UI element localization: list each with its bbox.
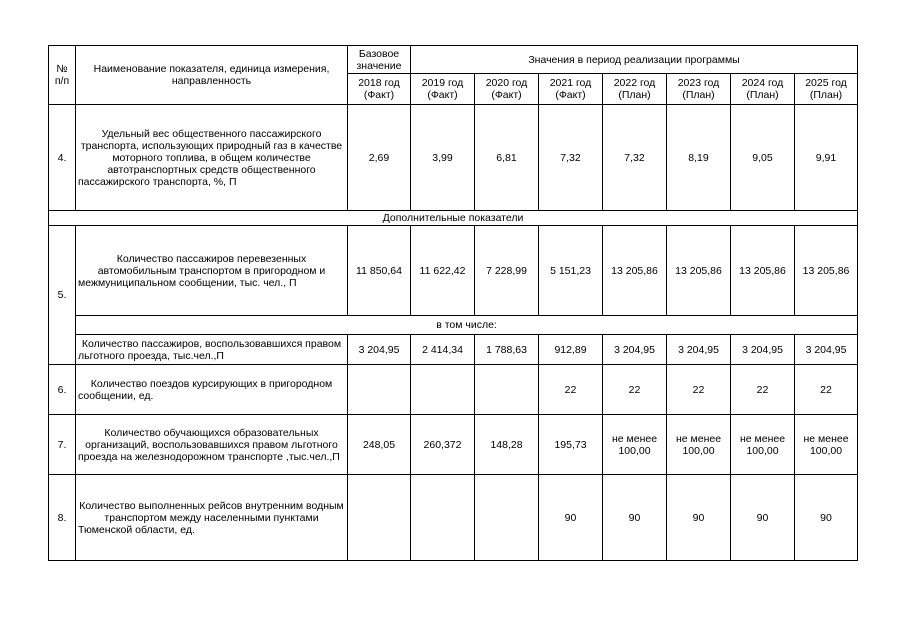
value-cell bbox=[411, 475, 475, 561]
value-cell: 8,19 bbox=[667, 105, 731, 211]
col-header-base: Базовое значение bbox=[348, 46, 411, 74]
value-cell: 22 bbox=[539, 365, 603, 415]
value-cell: 11 850,64 bbox=[348, 226, 411, 316]
value-cell: 3 204,95 bbox=[348, 335, 411, 365]
table-row bbox=[49, 365, 858, 415]
value-cell bbox=[348, 475, 411, 561]
value-cell bbox=[348, 365, 411, 415]
value-cell: 1 788,63 bbox=[475, 335, 539, 365]
year-header-2023: 2023 год (План) bbox=[667, 74, 731, 105]
value-cell: 90 bbox=[603, 475, 667, 561]
value-cell: 90 bbox=[667, 475, 731, 561]
value-cell: 90 bbox=[731, 475, 795, 561]
year-header-2019: 2019 год (Факт) bbox=[411, 74, 475, 105]
value-cell: 6,81 bbox=[475, 105, 539, 211]
table-row bbox=[49, 415, 858, 475]
value-cell: 3,99 bbox=[411, 105, 475, 211]
value-cell: 5 151,23 bbox=[539, 226, 603, 316]
indicator-name: Количество обучающихся образовательных организаций, воспользовавшихся правом льготного проезда на железнодорожном транспорте ,тыс.чел.,П bbox=[76, 415, 348, 475]
year-header-2025: 2025 год (План) bbox=[795, 74, 858, 105]
value-cell bbox=[475, 365, 539, 415]
including-label: в том числе: bbox=[76, 316, 858, 335]
value-cell: 3 204,95 bbox=[731, 335, 795, 365]
value-cell: 9,91 bbox=[795, 105, 858, 211]
value-cell bbox=[475, 475, 539, 561]
table-row bbox=[49, 475, 858, 561]
value-cell: не менее 100,00 bbox=[795, 415, 858, 475]
value-cell: 13 205,86 bbox=[731, 226, 795, 316]
value-cell: 7,32 bbox=[539, 105, 603, 211]
indicator-name: Количество пассажиров, воспользовавшихся правом льготного проезда, тыс.чел.,П bbox=[76, 335, 348, 365]
col-header-period: Значения в период реализации программы bbox=[411, 46, 858, 74]
value-cell: 2 414,34 bbox=[411, 335, 475, 365]
value-cell: 22 bbox=[795, 365, 858, 415]
value-cell: 7,32 bbox=[603, 105, 667, 211]
value-cell: не менее 100,00 bbox=[731, 415, 795, 475]
indicator-name: Количество выполненных рейсов внутренним водным транспортом между населенными пунктами Тюменской области, ед. bbox=[76, 475, 348, 561]
value-cell: 13 205,86 bbox=[603, 226, 667, 316]
row-number: 7. bbox=[49, 415, 76, 475]
value-cell: 22 bbox=[667, 365, 731, 415]
col-header-num: № п/п bbox=[49, 46, 76, 105]
value-cell: 7 228,99 bbox=[475, 226, 539, 316]
value-cell: не менее 100,00 bbox=[603, 415, 667, 475]
indicator-name: Количество пассажиров перевезенных автомобильным транспортом в пригородном и межмуниципальном сообщении, тыс. чел., П bbox=[76, 226, 348, 316]
value-cell: 9,05 bbox=[731, 105, 795, 211]
value-cell: 3 204,95 bbox=[795, 335, 858, 365]
indicator-name: Удельный вес общественного пассажирского транспорта, использующих природный газ в качестве моторного топлива, в общем количестве автотранспортных средств общественного пассажирского транспорта, %, П bbox=[76, 105, 348, 211]
value-cell: 912,89 bbox=[539, 335, 603, 365]
value-cell: 248,05 bbox=[348, 415, 411, 475]
value-cell: 260,372 bbox=[411, 415, 475, 475]
value-cell bbox=[411, 365, 475, 415]
value-cell: 2,69 bbox=[348, 105, 411, 211]
year-header-2024: 2024 год (План) bbox=[731, 74, 795, 105]
row-number: 5. bbox=[49, 226, 76, 365]
table-row bbox=[49, 105, 858, 211]
value-cell: 148,28 bbox=[475, 415, 539, 475]
year-header-2020: 2020 год (Факт) bbox=[475, 74, 539, 105]
value-cell: 22 bbox=[603, 365, 667, 415]
row-number: 4. bbox=[49, 105, 76, 211]
value-cell: 90 bbox=[539, 475, 603, 561]
year-header-2021: 2021 год (Факт) bbox=[539, 74, 603, 105]
indicators-table bbox=[48, 45, 858, 561]
row-number: 8. bbox=[49, 475, 76, 561]
value-cell: 13 205,86 bbox=[795, 226, 858, 316]
row-number: 6. bbox=[49, 365, 76, 415]
year-header-2018: 2018 год (Факт) bbox=[348, 74, 411, 105]
value-cell: 90 bbox=[795, 475, 858, 561]
value-cell: 3 204,95 bbox=[667, 335, 731, 365]
value-cell: 13 205,86 bbox=[667, 226, 731, 316]
value-cell: не менее 100,00 bbox=[667, 415, 731, 475]
col-header-indicator: Наименование показателя, единица измерения, направленность bbox=[76, 46, 348, 105]
value-cell: 11 622,42 bbox=[411, 226, 475, 316]
section-subheader: Дополнительные показатели bbox=[49, 211, 858, 226]
value-cell: 195,73 bbox=[539, 415, 603, 475]
table-row bbox=[49, 335, 858, 365]
table-row bbox=[49, 226, 858, 316]
value-cell: 22 bbox=[731, 365, 795, 415]
year-header-2022: 2022 год (План) bbox=[603, 74, 667, 105]
indicator-name: Количество поездов курсирующих в пригородном сообщении, ед. bbox=[76, 365, 348, 415]
value-cell: 3 204,95 bbox=[603, 335, 667, 365]
